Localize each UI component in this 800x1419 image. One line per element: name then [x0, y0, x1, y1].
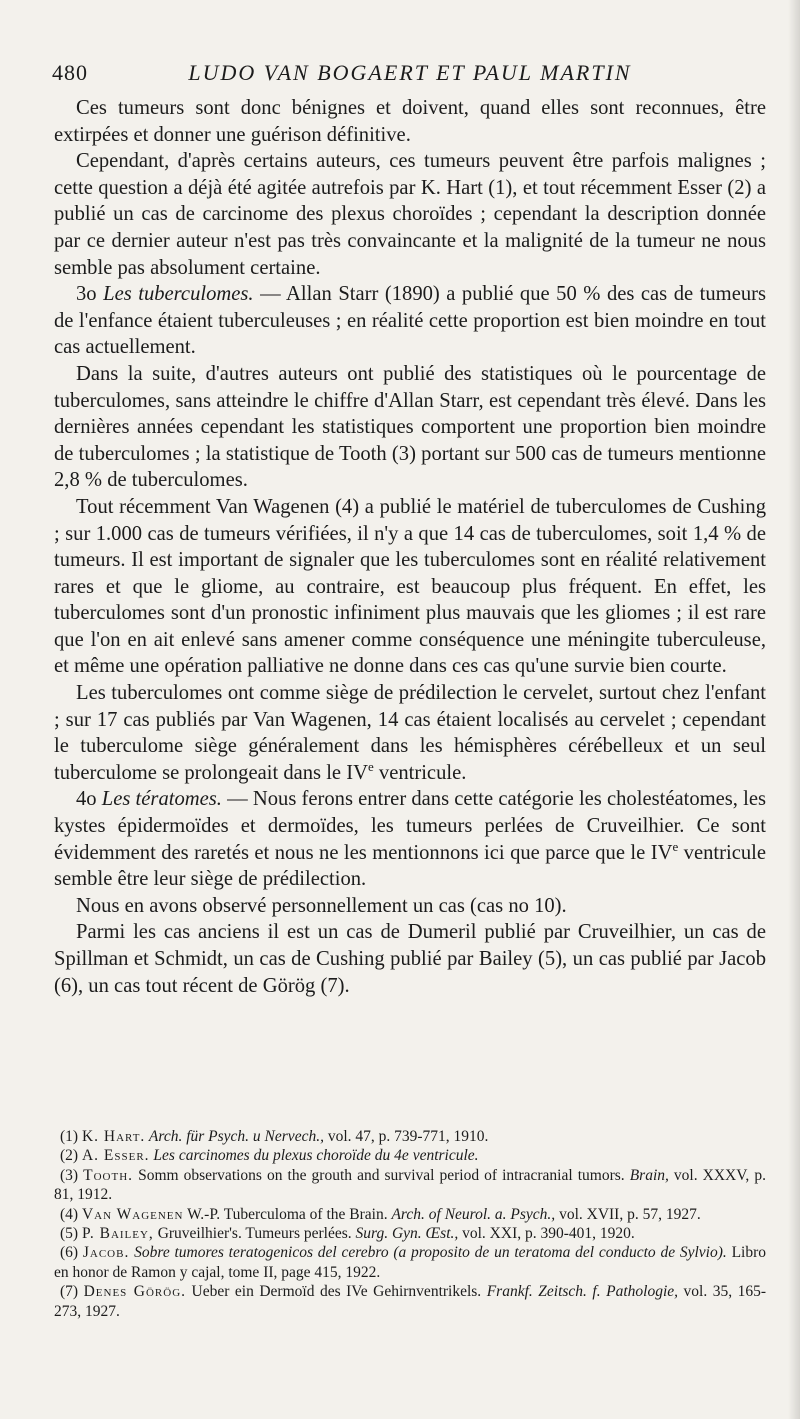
- running-title: LUDO VAN BOGAERT ET PAUL MARTIN: [188, 60, 632, 85]
- footnote: (4) Van Wagenen W.-P. Tuberculoma of the Brain. Arch. of Neurol. a. Psych., vol. XVII, p. 57, 1927.: [60, 1205, 701, 1223]
- footnote: (3) Tooth. Somm observations on the grouth and survival period of intracranial tumors. Brain, vol. XXXV, p. 81, 1912.: [54, 1166, 766, 1204]
- paragraph: Ces tumeurs sont donc bénignes et doivent, quand elles sont reconnues, être extirpées et donner une guérison définitive.: [54, 97, 766, 146]
- paragraph-text: ventricule.: [373, 761, 467, 784]
- paragraph: Dans la suite, d'autres auteurs ont publié des statistiques où le pourcentage de tuberculomes, sans atteindre le chiffre d'Allan Starr, est cependant très élevé. Dans les dernières années cependant les statistiques comportent une proportion bien moindre de tuberculomes ; la statistique de Tooth (3) portant sur 500 cas de tumeurs mentionne 2,8 % de tuberculomes.: [54, 362, 766, 492]
- paragraph: Cependant, d'après certains auteurs, ces tumeurs peuvent être parfois malignes ; cette question a déjà été agitée autrefois par K. Hart (1), et tout récemment Esser (2) a publié un cas de carcinome des plexus choroïdes ; cependant la description donnée par ce dernier auteur n'est pas très convaincante et la malignité de la tumeur ne nous semble pas absolument certaine.: [54, 150, 766, 279]
- footnote: (7) Denes Görög. Ueber ein Dermoïd des IVe Gehirnventrikels. Frankf. Zeitsch. f. Pathologie, vol. 35, 165-273, 1927.: [54, 1283, 767, 1320]
- footnote: (6) Jacob. Sobre tumores teratogenicos del cerebro (a proposito de un teratoma del conducto de Sylvio). Libro en honor de Ramon y cajal, tome II, page 415, 1922.: [54, 1244, 767, 1281]
- section-title: Les tuberculomes.: [103, 283, 254, 306]
- paragraph-text: ventricule semble être leur siège de prédilection.: [54, 841, 767, 891]
- paragraph-text: — Nous ferons entrer dans cette catégorie les cholestéatomes, les kystes épidermoïdes et dermoïdes, les tumeurs perlées de Cruveilhier. Ce sont évidemment des raretés et nous ne les mentionnons ici que parce que le IV: [54, 788, 766, 864]
- superscript: e: [367, 758, 374, 774]
- paragraph: Tout récemment Van Wagenen (4) a publié le matériel de tuberculomes de Cushing ; sur 1.000 cas de tumeurs vérifiées, il n'y a que 14 cas de tuberculomes, soit 1,4 % de tumeurs. Il est important de signaler que les tuberculomes sont en réalité relativement rares et que le gliome, au contraire, est beaucoup plus fréquent. En effet, les tuberculomes sont d'un pronostic infiniment plus mauvais que les gliomes ; il est rare que l'on en ait enlevé sans amener comme conséquence une méningite tuberculeuse, et même une opération palliative ne donne dans ces cas qu'une survie bien courte.: [54, 495, 766, 678]
- section-title: Les tératomes.: [101, 788, 222, 811]
- main-text: [54, 95, 766, 999]
- page-header: [52, 60, 768, 90]
- footnote: (2) A. Esser. Les carcinomes du plexus choroïde du 4e ventricule.: [60, 1147, 479, 1165]
- superscript: e: [672, 838, 679, 854]
- section-paragraph: [54, 786, 766, 892]
- paragraph: Nous en avons observé personnellement un cas (cas no 10).: [76, 894, 567, 917]
- page-number: 480: [52, 60, 88, 85]
- section-paragraph: [54, 281, 766, 361]
- footnote: (5) P. Bailey, Gruveilhier's. Tumeurs perlées. Surg. Gyn. Œst., vol. XXI, p. 390-401, 1920.: [60, 1225, 635, 1243]
- footnote: (1) K. Hart. Arch. für Psych. u Nervech., vol. 47, p. 739-771, 1910.: [60, 1128, 489, 1145]
- section-number: 3o: [76, 283, 97, 306]
- paragraph: [54, 680, 766, 786]
- paragraph-text: Les tuberculomes ont comme siège de prédilection le cervelet, surtout chez l'enfant ; sur 17 cas publiés par Van Wagenen, 14 cas étaient localisés au cervelet ; cependant le tuberculome siège généralement dans les hémisphères cérébelleux et un seul tuberculome se prolongeait dans le IV: [54, 682, 766, 784]
- page-edge-shadow: [788, 0, 800, 1419]
- section-number: 4o: [76, 788, 97, 811]
- paragraph: Parmi les cas anciens il est un cas de Dumeril publié par Cruveilhier, un cas de Spillman et Schmidt, un cas de Cushing publié par Bailey (5), un cas publié par Jacob (6), un cas tout récent de Görög (7).: [54, 921, 766, 997]
- footnotes: [54, 1127, 766, 1321]
- paragraph-text: — Allan Starr (1890) a publié que 50 % des cas de tumeurs de l'enfance étaient tuberculeuses ; en réalité cette proportion est bien moindre en tout cas actuellement.: [54, 283, 767, 359]
